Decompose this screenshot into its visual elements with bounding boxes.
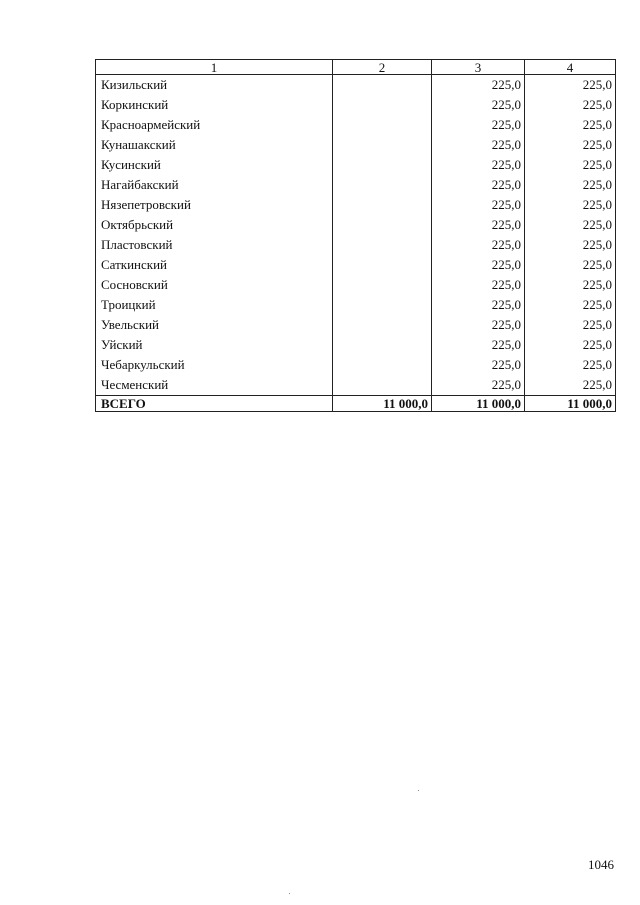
cell-col4: 225,0 xyxy=(525,95,616,115)
cell-col2 xyxy=(333,295,432,315)
district-name: Увельский xyxy=(96,315,333,335)
table-row xyxy=(96,75,616,96)
district-name: Нагайбакский xyxy=(96,175,333,195)
cell-col4: 225,0 xyxy=(525,375,616,396)
district-name: Нязепетровский xyxy=(96,195,333,215)
table-row xyxy=(96,295,616,315)
cell-col3: 225,0 xyxy=(432,275,525,295)
cell-col3: 225,0 xyxy=(432,115,525,135)
district-name: Троицкий xyxy=(96,295,333,315)
page-number: 1046 xyxy=(588,857,614,872)
cell-col3: 225,0 xyxy=(432,255,525,275)
column-header-2: 2 xyxy=(333,60,432,75)
cell-col2 xyxy=(333,275,432,295)
district-name: Уйский xyxy=(96,335,333,355)
district-name: Чебаркульский xyxy=(96,355,333,375)
table-body xyxy=(96,75,616,396)
district-name: Саткинский xyxy=(96,255,333,275)
district-name: Кунашакский xyxy=(96,135,333,155)
cell-col2 xyxy=(333,195,432,215)
cell-col2 xyxy=(333,95,432,115)
scan-speck xyxy=(289,893,290,894)
cell-col3: 225,0 xyxy=(432,295,525,315)
total-label: ВСЕГО xyxy=(96,396,333,412)
cell-col2 xyxy=(333,235,432,255)
cell-col4: 225,0 xyxy=(525,215,616,235)
cell-col4: 225,0 xyxy=(525,255,616,275)
district-name: Коркинский xyxy=(96,95,333,115)
table-row xyxy=(96,215,616,235)
cell-col2 xyxy=(333,375,432,396)
cell-col3: 225,0 xyxy=(432,175,525,195)
table-row xyxy=(96,315,616,335)
table-row xyxy=(96,115,616,135)
column-header-1: 1 xyxy=(96,60,333,75)
cell-col3: 225,0 xyxy=(432,315,525,335)
table-row xyxy=(96,275,616,295)
table-row xyxy=(96,95,616,115)
scan-speck xyxy=(418,790,419,791)
cell-col3: 225,0 xyxy=(432,335,525,355)
cell-col3: 225,0 xyxy=(432,375,525,396)
district-name: Кизильский xyxy=(96,75,333,96)
cell-col2 xyxy=(333,355,432,375)
district-name: Октябрьский xyxy=(96,215,333,235)
column-header-3: 3 xyxy=(432,60,525,75)
table-row xyxy=(96,155,616,175)
cell-col4: 225,0 xyxy=(525,275,616,295)
total-col3: 11 000,0 xyxy=(432,396,525,412)
district-name: Чесменский xyxy=(96,375,333,396)
cell-col4: 225,0 xyxy=(525,355,616,375)
cell-col3: 225,0 xyxy=(432,235,525,255)
cell-col4: 225,0 xyxy=(525,315,616,335)
table-row xyxy=(96,175,616,195)
cell-col4: 225,0 xyxy=(525,175,616,195)
cell-col3: 225,0 xyxy=(432,155,525,175)
district-name: Красноармейский xyxy=(96,115,333,135)
cell-col3: 225,0 xyxy=(432,75,525,96)
cell-col2 xyxy=(333,335,432,355)
district-name: Сосновский xyxy=(96,275,333,295)
cell-col2 xyxy=(333,315,432,335)
cell-col3: 225,0 xyxy=(432,215,525,235)
cell-col4: 225,0 xyxy=(525,135,616,155)
cell-col3: 225,0 xyxy=(432,355,525,375)
table-row xyxy=(96,335,616,355)
cell-col2 xyxy=(333,215,432,235)
cell-col4: 225,0 xyxy=(525,115,616,135)
table-row xyxy=(96,195,616,215)
cell-col2 xyxy=(333,175,432,195)
table-row xyxy=(96,135,616,155)
table-row xyxy=(96,255,616,275)
cell-col4: 225,0 xyxy=(525,235,616,255)
cell-col2 xyxy=(333,155,432,175)
table-header-row xyxy=(96,60,616,75)
district-name: Пластовский xyxy=(96,235,333,255)
total-col4: 11 000,0 xyxy=(525,396,616,412)
cell-col4: 225,0 xyxy=(525,295,616,315)
cell-col2 xyxy=(333,255,432,275)
table-row xyxy=(96,375,616,396)
table-row xyxy=(96,355,616,375)
cell-col3: 225,0 xyxy=(432,195,525,215)
column-header-4: 4 xyxy=(525,60,616,75)
cell-col2 xyxy=(333,75,432,96)
district-name: Кусинский xyxy=(96,155,333,175)
total-row xyxy=(96,396,616,412)
cell-col2 xyxy=(333,115,432,135)
allocation-table xyxy=(95,59,616,412)
cell-col2 xyxy=(333,135,432,155)
table-row xyxy=(96,235,616,255)
cell-col3: 225,0 xyxy=(432,135,525,155)
total-col2: 11 000,0 xyxy=(333,396,432,412)
cell-col4: 225,0 xyxy=(525,155,616,175)
cell-col4: 225,0 xyxy=(525,195,616,215)
cell-col4: 225,0 xyxy=(525,335,616,355)
cell-col3: 225,0 xyxy=(432,95,525,115)
cell-col4: 225,0 xyxy=(525,75,616,96)
